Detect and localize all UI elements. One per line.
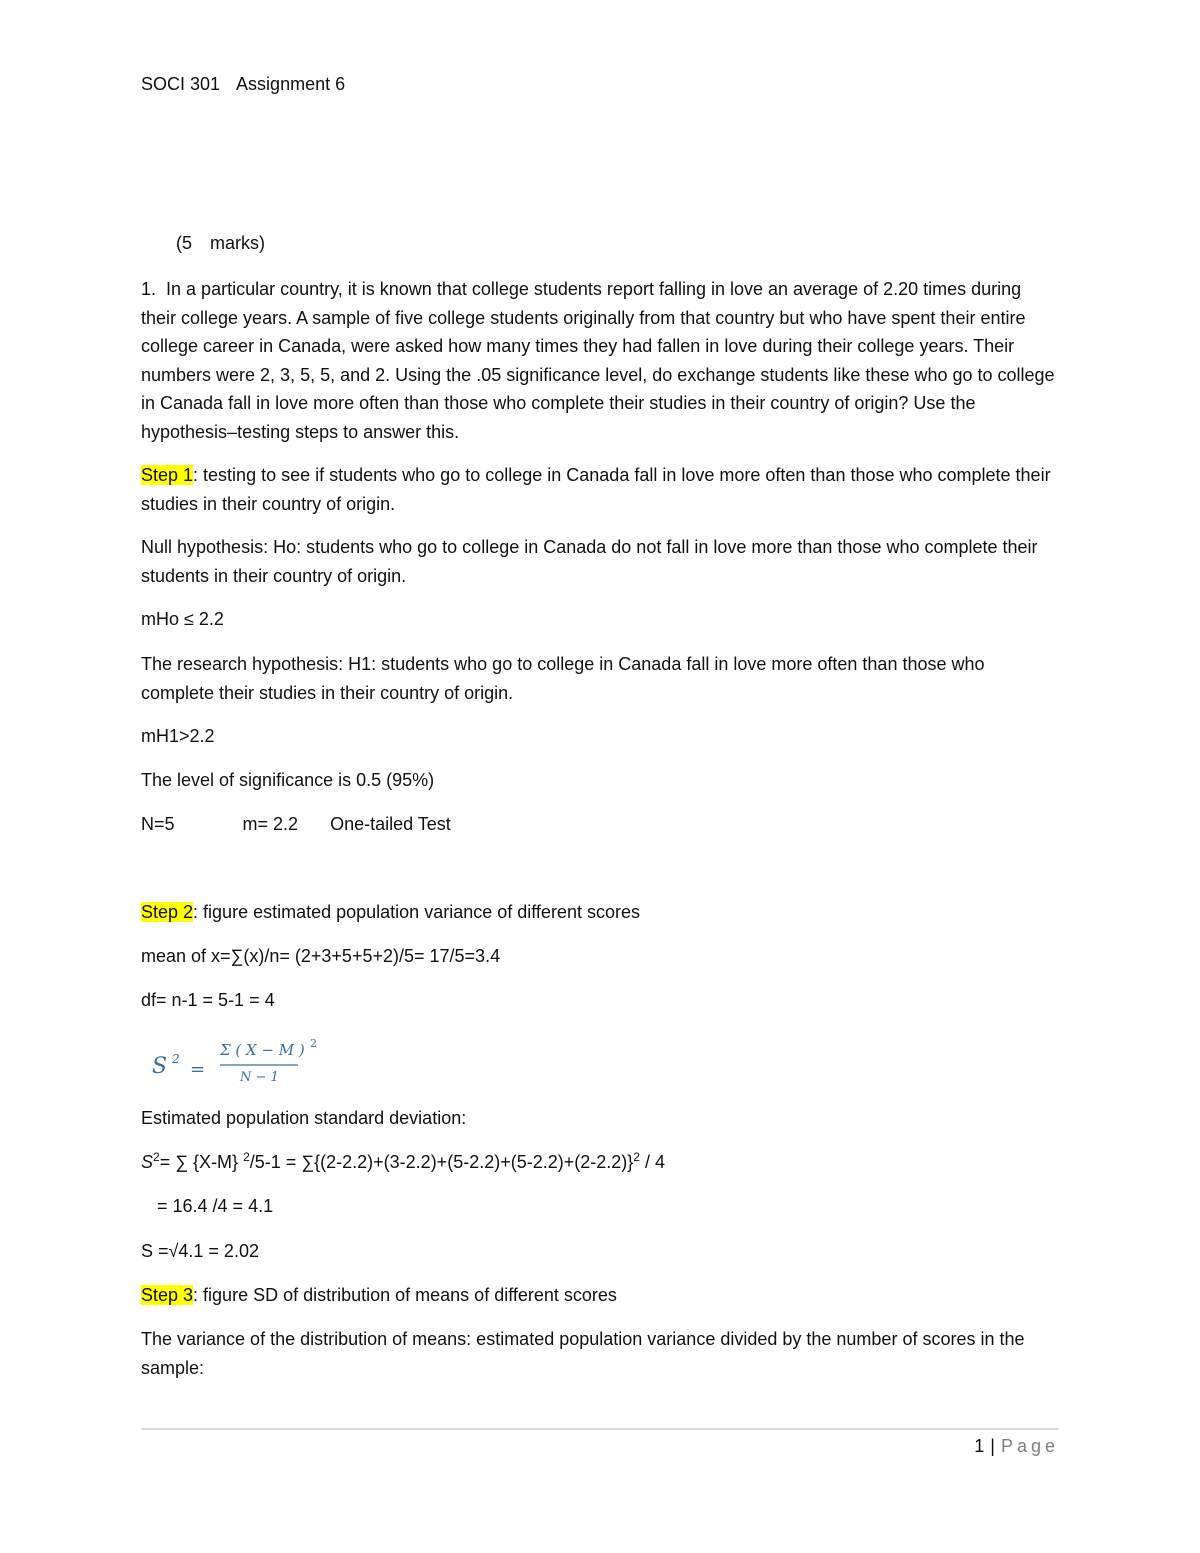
step1-text: : testing to see if students who go to college in Canada fall in love more often than those who complete their studies in their country of origin. xyxy=(141,465,1051,514)
question-text: In a particular country, it is known that college students report falling in love an average of 2.20 times during their college years. A sample of five college students originally from that country but who have spent their entire college career in Canada, were asked how many times they had fallen in love during their college years. Their numbers were 2, 3, 5, 5, and 2. Using the .05 significance level, do exchange students like these who go to college in Canada fall in love more often than those who complete their studies in their country of origin? Use the hypothesis–testing steps to answer this. xyxy=(141,279,1055,442)
footer-separator: | xyxy=(990,1436,995,1456)
step3-label: Step 3 xyxy=(141,1285,194,1305)
question-1 xyxy=(141,275,1061,446)
formula-numerator-exponent: 2 xyxy=(310,1037,317,1050)
step2-paragraph xyxy=(141,898,640,926)
step2-text: : figure estimated population variance of different scores xyxy=(193,902,640,922)
step1-label: Step 1 xyxy=(141,465,194,485)
variance-formula xyxy=(150,1033,350,1093)
variance-result: = 16.4 /4 = 4.1 xyxy=(157,1196,274,1216)
question-number: 1. xyxy=(141,279,157,299)
page-label: Page xyxy=(1000,1436,1059,1456)
formula-equals: = xyxy=(190,1059,206,1080)
research-hypothesis: The research hypothesis: H1: students who go to college in Canada fall in love more often than those who complete their studies in their country of origin. xyxy=(141,654,985,703)
step3-text: : figure SD of distribution of means of different scores xyxy=(193,1285,617,1305)
null-formula: mHo ≤ 2.2 xyxy=(141,609,224,629)
research-formula: mH1>2.2 xyxy=(141,726,215,746)
formula-lhs-exponent: 2 xyxy=(172,1052,180,1066)
page-header xyxy=(141,70,345,98)
df-calculation: df= n-1 = 5-1 = 4 xyxy=(141,990,275,1010)
formula-denominator: N − 1 xyxy=(240,1070,279,1085)
sd-label: Estimated population standard deviation: xyxy=(141,1108,467,1128)
step1-paragraph xyxy=(141,461,1061,518)
sample-size: N=5 xyxy=(141,814,175,834)
course-code: SOCI 301 xyxy=(141,74,221,94)
null-hypothesis: Null hypothesis: Ho: students who go to college in Canada do not fall in love more than those who complete their students in their country of origin. xyxy=(141,537,1038,586)
marks-label: (5 marks) xyxy=(176,233,266,253)
formula-numerator: Σ ( X − M ) xyxy=(220,1041,305,1059)
footer-divider xyxy=(141,1428,1059,1430)
step2-label: Step 2 xyxy=(141,902,194,922)
page-number: 1 xyxy=(974,1436,985,1456)
sd-result: S =√4.1 = 2.02 xyxy=(141,1241,259,1261)
population-mean: m= 2.2 xyxy=(242,814,299,834)
test-parameters xyxy=(141,810,451,838)
formula-lhs: S xyxy=(152,1054,168,1079)
test-type: One-tailed Test xyxy=(330,814,451,834)
assignment-title: Assignment 6 xyxy=(236,74,346,94)
variance-calculation: $S^2=$ ∑ {X-M} $^2/5-1 = \sum\{(2-2.2)+(3-2.2)+(5-2.2)+(5-2.2)+(2-2.2)\}^2 / 4$ xyxy=(141,1150,665,1172)
significance-level: The level of significance is 0.5 (95%) xyxy=(141,770,435,790)
step3-paragraph xyxy=(141,1281,617,1309)
step3-description: The variance of the distribution of means: estimated population variance divided by the number of scores in the sample: xyxy=(141,1329,1025,1378)
page-footer xyxy=(974,1433,1059,1459)
mean-calculation: mean of x=∑(x)/n= (2+3+5+5+2)/5= 17/5=3.4 xyxy=(141,946,501,966)
